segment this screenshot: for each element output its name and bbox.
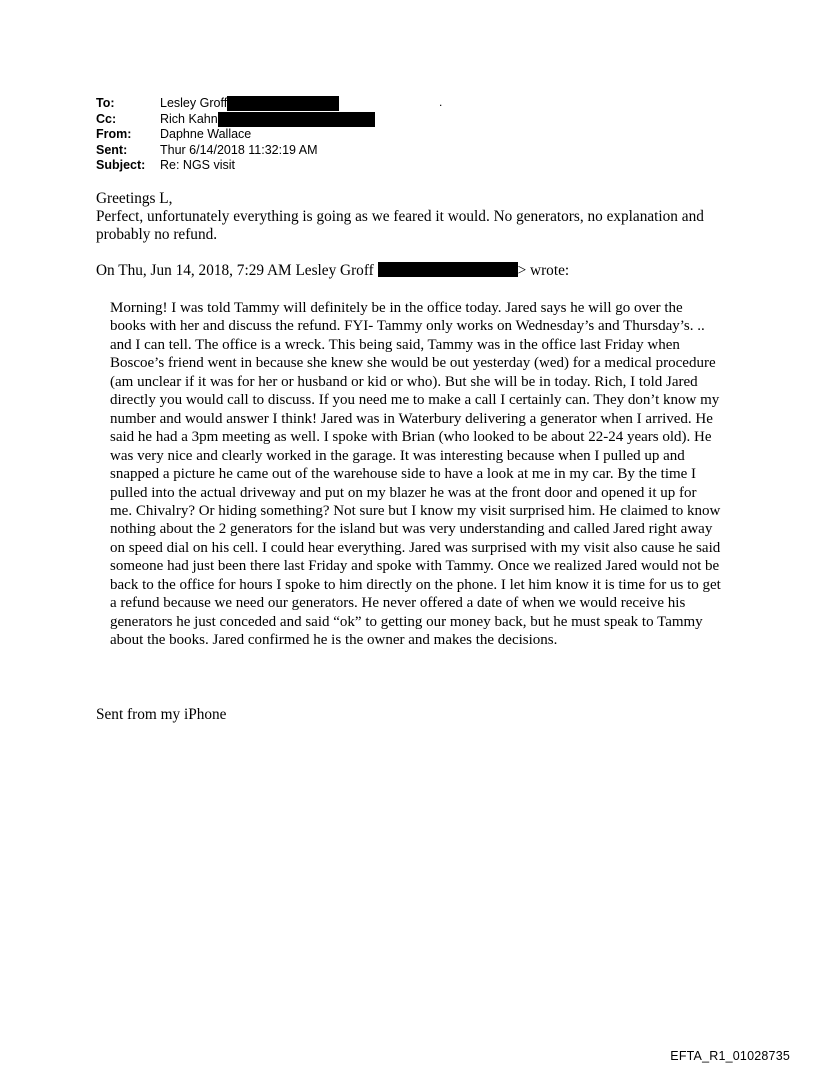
cc-name: Rich Kahn bbox=[160, 111, 218, 126]
quote-header-suffix: > wrote: bbox=[517, 262, 570, 279]
header-from-row bbox=[96, 127, 375, 143]
header-sent-row bbox=[96, 143, 375, 159]
redaction-box bbox=[227, 96, 339, 111]
header-to-value bbox=[160, 96, 339, 112]
header-from-value: Daphne Wallace bbox=[160, 127, 252, 141]
header-to-label: To: bbox=[96, 96, 115, 110]
quote-header bbox=[96, 262, 716, 280]
document-id: EFTA_R1_01028735 bbox=[670, 1049, 790, 1063]
header-to-row bbox=[96, 96, 375, 112]
header-cc-label: Cc: bbox=[96, 111, 117, 126]
greeting: Greetings L, bbox=[96, 190, 173, 207]
quote-header-prefix: On Thu, Jun 14, 2018, 7:29 AM Lesley Groff bbox=[96, 262, 378, 279]
redaction-box bbox=[218, 112, 375, 127]
header-subject-row bbox=[96, 158, 375, 174]
stray-mark: . bbox=[439, 95, 443, 109]
header-cc-value bbox=[160, 112, 375, 128]
header-sent-value: Thur 6/14/2018 11:32:19 AM bbox=[160, 142, 318, 157]
header-sent-label: Sent: bbox=[96, 142, 128, 157]
reply-body: Perfect, unfortunately everything is going as we feared it would. No generators, no explanation and probably no refund. bbox=[96, 208, 704, 244]
header-cc-row bbox=[96, 112, 375, 128]
header-from-label: From: bbox=[96, 127, 132, 141]
redaction-box bbox=[378, 262, 518, 277]
quoted-message: Morning! I was told Tammy will definitely be in the office today. Jared says he will go over the books with her and discuss the refund. FYI- Tammy only works on Wednesday’s and Thursday’s. .. and I can tell. The office is a wreck. This being said, Tammy was in the office last Friday when Boscoe’s friend went in because she knew she would be out yesterday (wed) for a medical procedure (am unclear if it was for her or husband or kid or who). But she will be in today. Rich, I told Jared directly you would call to discuss. If you need me to make a call I certainly can. They don’t know my number and would answer I think! Jared was in Waterbury delivering a generator when I arrived. He said he had a 3pm meeting as well. I spoke with Brian (who looked to be about 22-24 years old). He was very nice and clearly worked in the garage. It was interesting because when I pulled up and snapped a picture he came out of the warehouse side to have a look at me in my car. By the time I pulled into the actual driveway and put on my blazer he was at the front door and opened it up for me. Chivalry? Or hiding something? Not sure but I know my visit surprised him. He claimed to know nothing about the 2 generators for the island but was very understanding and called Jared right away on speed dial on his cell. I could hear everything. Jared was surprised with my visit also cause he said someone had just been there last Friday and spoke with Tammy. Once we realized Jared would not be back to the office for hours I spoke to him directly on the phone. I let him know it is time for us to get a refund because we need our generators. He never offered a date of when we would receive his generators he just conceded and said “ok” to getting our money back, but he must speak to Tammy about the books. Jared confirmed he is the owner and makes the decisions. bbox=[110, 300, 721, 649]
signature: Sent from my iPhone bbox=[96, 706, 227, 723]
email-header bbox=[96, 96, 375, 174]
header-subject-value: Re: NGS visit bbox=[160, 158, 236, 172]
header-subject-label: Subject: bbox=[96, 158, 146, 172]
to-name: Lesley Groff bbox=[160, 96, 228, 110]
